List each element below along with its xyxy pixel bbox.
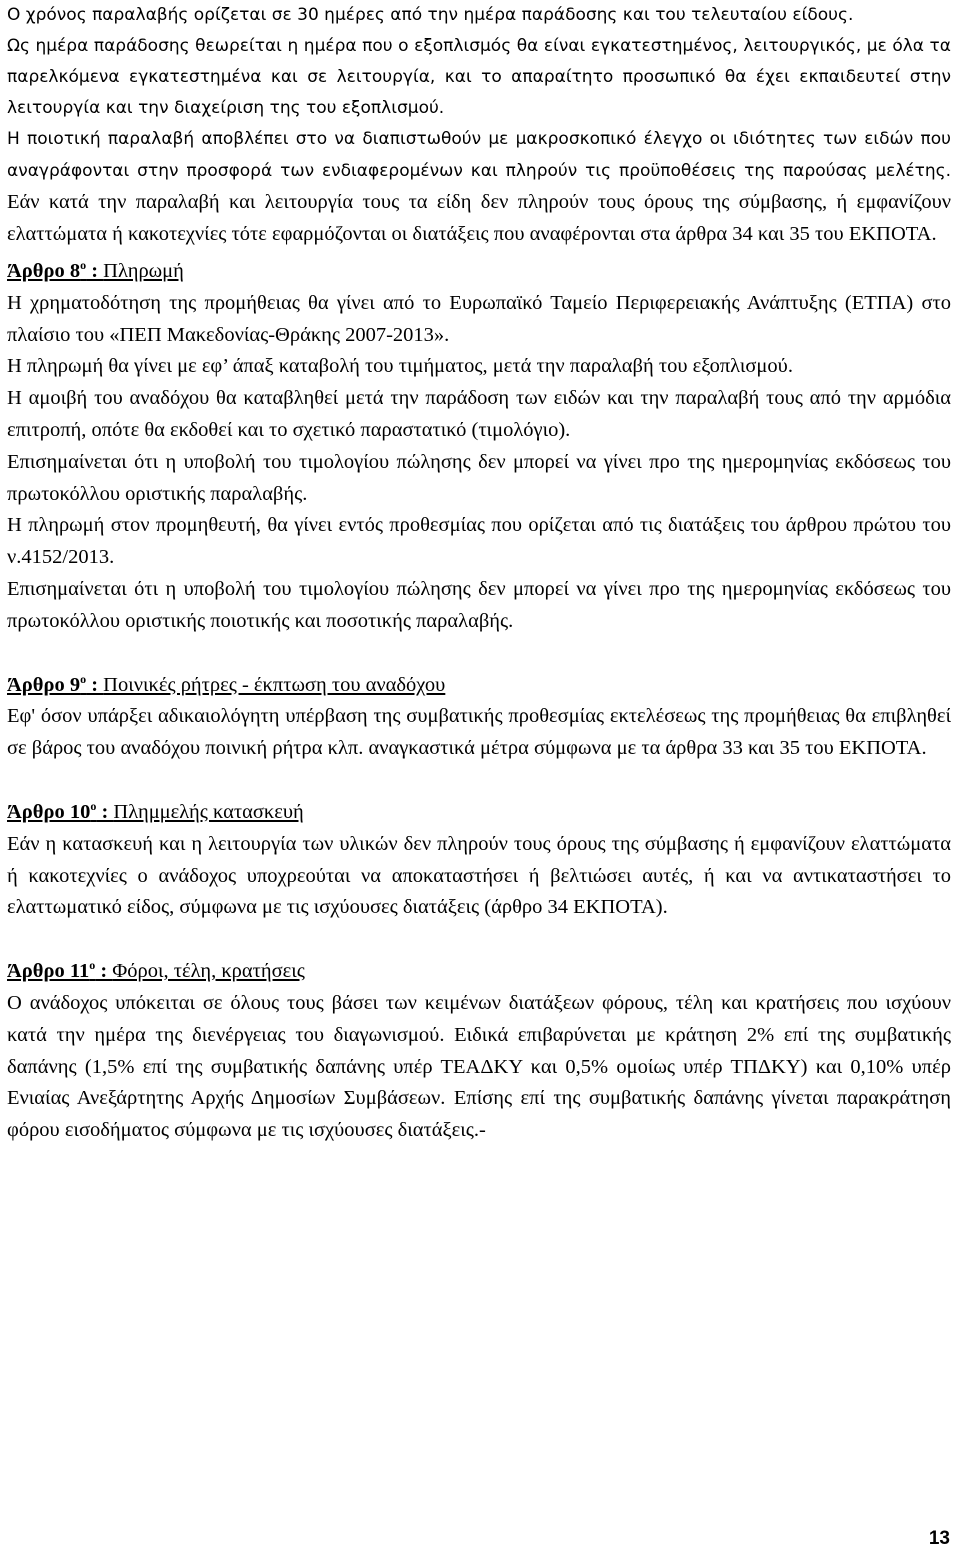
quality-acceptance-text: Η ποιοτική παραλαβή αποβλέπει στο να διαπιστωθούν με μακροσκοπικό έλεγχο οι ιδιότητες των ειδών που αναγράφονται στην προσφορά των ενδιαφερομένων και πληρούν τις προϋποθέσεις της παρούσας μελέτης. [7, 129, 951, 181]
article-8-paragraph: Επισημαίνεται ότι η υποβολή του τιμολογίου πώλησης δεν μπορεί να γίνει προ της ημερομηνίας εκδόσεως του πρωτοκόλλου οριστικής ποιοτικής και ποσοτικής παραλαβής. [7, 577, 951, 632]
intro-quality-acceptance [7, 124, 951, 251]
article-10-number: Άρθρο $10^o$ : [7, 799, 114, 823]
article-10-heading [7, 797, 951, 829]
intro-receipt-period: Ο χρόνος παραλαβής ορίζεται σε 30 ημέρες από την ημέρα παράδοσης και του τελευταίου είδους. [7, 5, 854, 25]
article-11-title: Φόροι, τέλη, κρατήσεις [112, 960, 305, 983]
article-9-heading [7, 670, 951, 702]
article-8-paragraph: Η πληρωμή στον προμηθευτή, θα γίνει εντός προθεσμίας που ορίζεται από τις διατάξεις του άρθρου πρώτου του ν.4152/2013. [7, 514, 951, 569]
document-page [7, 0, 951, 1147]
quality-acceptance-continuation: Εάν κατά την παραλαβή και λειτουργία τους τα είδη δεν πληρούν τους όρους της σύμβασης, ή εμφανίζουν ελαττώματα ή κακοτεχνίες τότε εφαρμόζονται οι διατάξεις που αναφέρονται στα άρθρα 34 και 35 του ΕΚΠΟΤΑ. [7, 191, 951, 245]
article-11 [7, 956, 951, 1147]
article-10-title: Πλημμελής κατασκευή [113, 800, 304, 823]
article-8-paragraph: Η πληρωμή θα γίνει με εφ’ άπαξ καταβολή του τιμήματος, μετά την παραλαβή του εξοπλισμού. [7, 355, 793, 378]
article-8-heading [7, 256, 951, 288]
article-8-paragraph: Η χρηματοδότηση της προμήθειας θα γίνει από το Ευρωπαϊκό Ταμείο Περιφερειακής Ανάπτυξης (ΕΤΠΑ) στο πλαίσιο του «ΠΕΠ Μακεδονίας-Θράκης 2007-2013». [7, 291, 951, 346]
article-8-title: Πληρωμή [103, 260, 184, 282]
article-9 [7, 670, 951, 765]
article-11-body: Ο ανάδοχος υπόκειται σε όλους τους βάσει των κειμένων διατάξεων φόρους, τέλη και κρατήσεις που ισχύουν κατά την ημέρα της διενέργειας του διαγωνισμού. Ειδικά επιβαρύνεται με κράτηση 2% επί της συμβατικής δαπάνης (1,5% επί της συμβατικής δαπάνης υπέρ ΤΕΑΔΚΥ και 0,5% ομοίως υπέρ ΤΠΔΚΥ) και 0,10% υπέρ Ενιαίας Ανεξάρτητης Αρχής Δημοσίων Συμβάσεων. Επίσης επί της συμβατικής δαπάνης γίνεται παρακράτηση φόρου εισοδήματος σύμφωνα με τις ισχύουσες διατάξεις.- [7, 991, 951, 1142]
article-11-heading [7, 956, 951, 988]
article-11-number: Άρθρο $11^o$ : [7, 958, 113, 983]
article-8-paragraph: Επισημαίνεται ότι η υποβολή του τιμολογίου πώλησης δεν μπορεί να γίνει προ της ημερομηνίας εκδόσεως του πρωτοκόλλου οριστικής παραλαβής. [7, 450, 951, 505]
intro-delivery-day: Ως ημέρα παράδοσης θεωρείται η ημέρα που ο εξοπλισμός θα είναι εγκατεστημένος, λειτουργικός, με όλα τα παρελκόμενα εγκατεστημένα και σε λειτουργία, και το απαραίτητο προσωπικό θα έχει εκπαιδευτεί στην λειτουργία και την διαχείριση της του εξοπλισμού. [7, 36, 951, 118]
page-number: 13 [928, 1528, 950, 1549]
article-10-body: Εάν η κατασκευή και η λειτουργία των υλικών δεν πληρούν τους όρους της σύμβασης ή εμφανίζουν ελαττώματα ή κακοτεχνίες ο ανάδοχος υποχρεούται να αποκαταστήσει ή βελτιώσει αυτές, ή και να αντικαταστήσει το ελαττωματικό είδος, σύμφωνα με τις ισχύουσες διατάξεις (άρθρο 34 ΕΚΠΟΤΑ). [7, 832, 951, 919]
article-8-paragraph: Η αμοιβή του αναδόχου θα καταβληθεί μετά την παράδοση των ειδών και την παραλαβή τους από την αρμόδια επιτροπή, οπότε θα εκδοθεί και το σχετικό παραστατικό (τιμολόγιο). [7, 387, 951, 441]
article-9-number: Άρθρο $9^o$ : [7, 671, 104, 696]
article-9-body: Εφ' όσον υπάρξει αδικαιολόγητη υπέρβαση της συμβατικής προθεσμίας εκτελέσεως της προμήθειας θα επιβληθεί σε βάρος του αναδόχου ποινική ρήτρα κλπ. αναγκαστικά μέτρα σύμφωνα με τα άρθρα 33 και 35 του ΕΚΠΟΤΑ. [7, 705, 951, 760]
article-9-title: Ποινικές ρήτρες - έκπτωση του αναδόχου [103, 673, 446, 696]
article-8 [7, 256, 951, 638]
article-10 [7, 797, 951, 924]
article-8-number: Άρθρο $8^o$ : [7, 258, 104, 282]
